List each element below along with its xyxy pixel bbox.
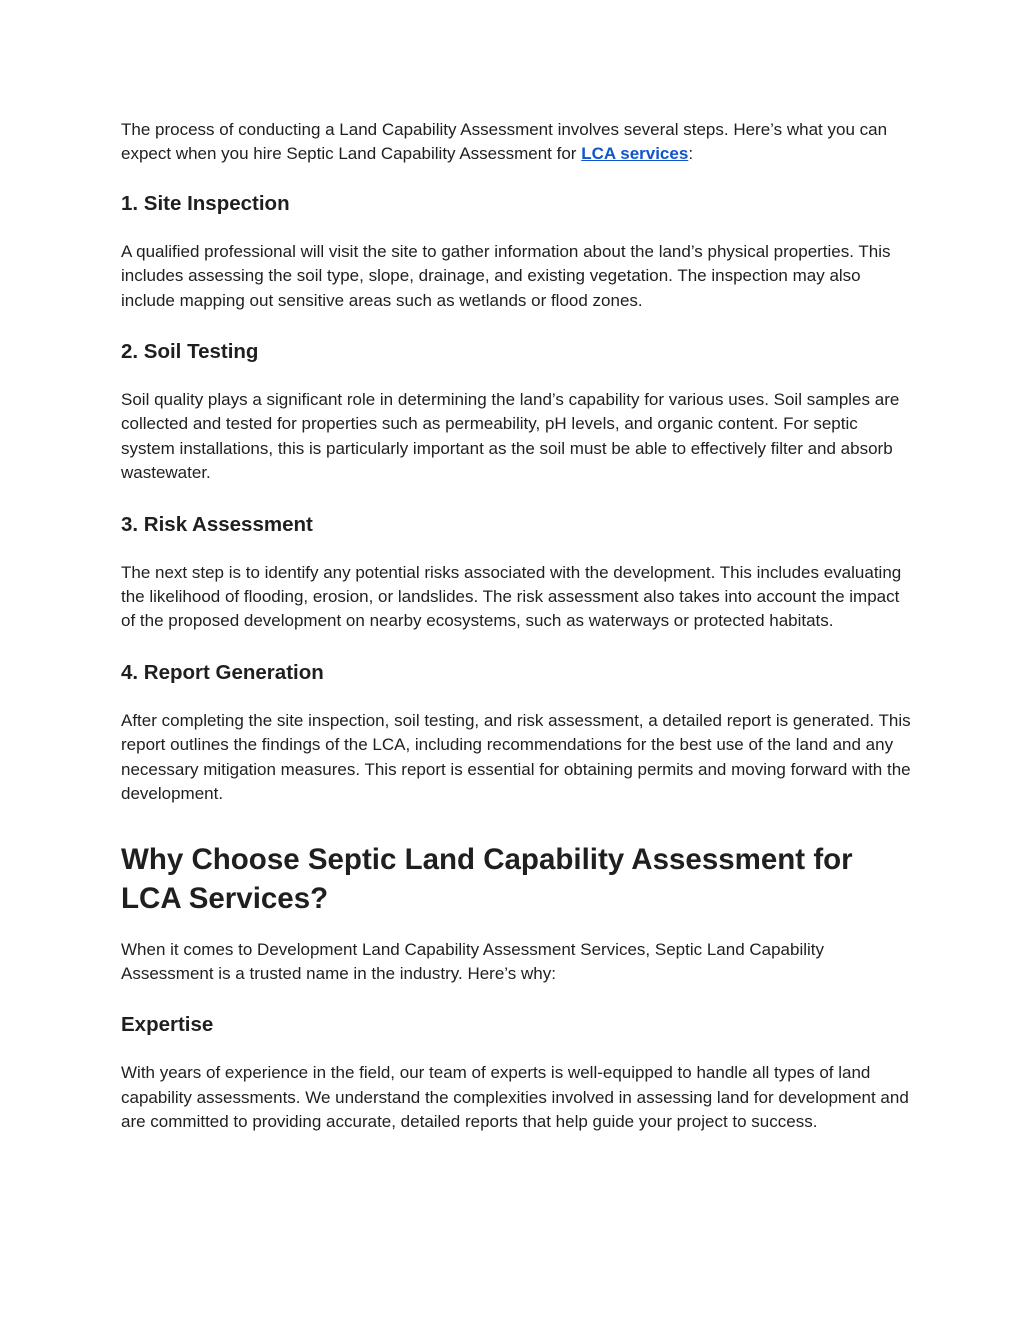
section-heading-risk-assessment: 3. Risk Assessment [121,512,313,536]
document-page [121,118,911,1135]
intro-text-end: : [688,144,694,164]
section-heading-site-inspection: 1. Site Inspection [121,191,290,215]
why-choose-heading: Why Choose Septic Land Capability Assessment for LCA Services? [121,842,853,915]
expertise-heading: Expertise [121,1013,214,1037]
section-body-risk-assessment: The next step is to identify any potential risks associated with the development. This includes evaluating the likelihood of flooding, erosion, or landslides. The risk assessment also takes into account the impact of the proposed development on nearby ecosystems, such as waterways or protected habitats. [121,562,902,631]
intro-text: The process of conducting a Land Capability Assessment involves several steps. Here’s what you can expect when you hire Septic Land Capability Assessment for [121,120,888,164]
section-heading-soil-testing: 2. Soil Testing [121,340,259,364]
section-heading-report-generation: 4. Report Generation [121,660,324,684]
section-body-soil-testing: Soil quality plays a significant role in determining the land’s capability for various uses. Soil samples are collected and tested for properties such as permeability, pH levels, and organic content. For septic system installations, this is particularly important as the soil must be able to effectively filter and absorb wastewater. [121,390,900,483]
section-body-site-inspection: A qualified professional will visit the site to gather information about the land’s physical properties. This includes assessing the soil type, slope, drainage, and existing vegetation. The inspection may also include mapping out sensitive areas such as wetlands or flood zones. [121,241,891,310]
expertise-body: With years of experience in the field, our team of experts is well-equipped to handle all types of land capability assessments. We understand the complexities involved in assessing land for development and are committed to providing accurate, detailed reports that help guide your project to success. [121,1063,909,1132]
intro-paragraph [121,118,911,167]
section-body-report-generation: After completing the site inspection, soil testing, and risk assessment, a detailed report is generated. This report outlines the findings of the LCA, including recommendations for the best use of the land and any necessary mitigation measures. This report is essential for obtaining permits and moving forward with the development. [121,710,911,804]
lca-services-link[interactable]: LCA services [581,144,689,164]
why-choose-body: When it comes to Development Land Capability Assessment Services, Septic Land Capability Assessment is a trusted name in the industry. Here’s why: [121,939,825,983]
